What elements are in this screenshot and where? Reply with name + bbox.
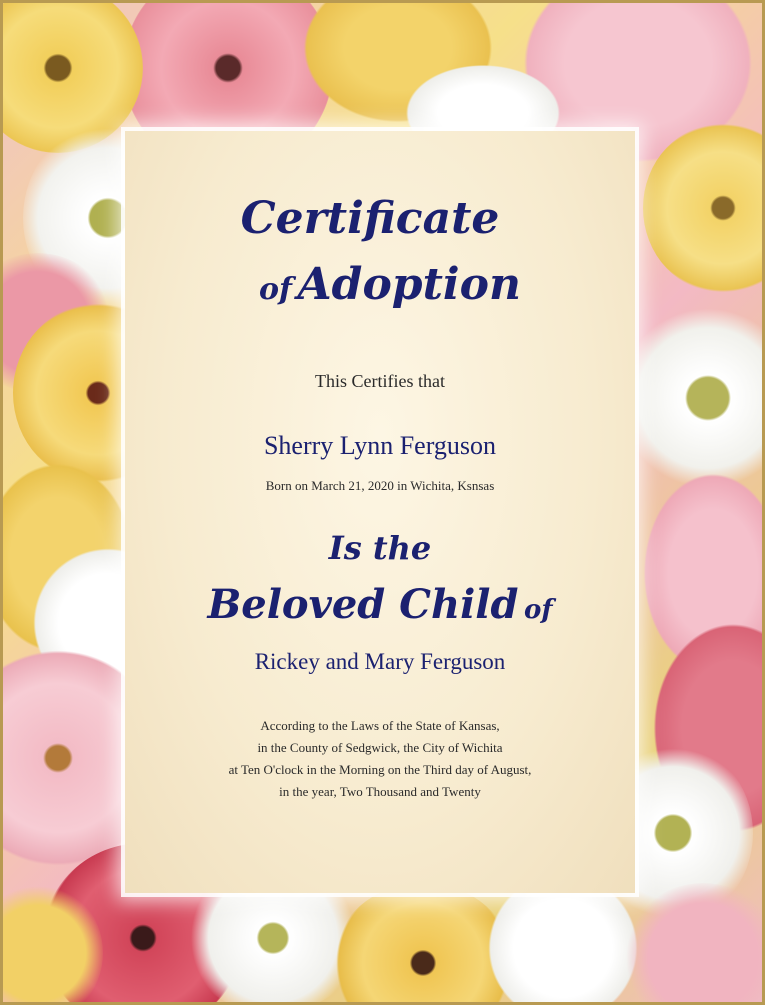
certificate-panel [125, 131, 635, 893]
title-of-adoption [145, 259, 635, 310]
is-the: Is the [328, 529, 432, 567]
law-line: in the County of Sedgwick, the City of Wichita [257, 740, 503, 755]
law-line: at Ten O'clock in the Morning on the Third day of August, [228, 762, 532, 777]
title-adoption: Adoption [297, 259, 521, 310]
birth-line: Born on March 21, 2020 in Wichita, Ksnsas [265, 478, 495, 493]
law-line: According to the Laws of the State of Kansas, [260, 718, 500, 733]
child-name: Sherry Lynn Ferguson [263, 431, 497, 460]
parents-name: Rickey and Mary Ferguson [254, 649, 506, 674]
law-line: in the year, Two Thousand and Twenty [279, 784, 481, 799]
beloved-child-line [125, 581, 635, 628]
law-text [125, 715, 635, 803]
beloved-of: of [524, 595, 553, 625]
white-daisy [623, 303, 765, 493]
certifies-text: This Certifies that [315, 371, 445, 391]
beloved-child: Beloved Child [207, 581, 519, 628]
title-certificate: Certificate [240, 193, 500, 244]
title-of: of [259, 272, 292, 307]
